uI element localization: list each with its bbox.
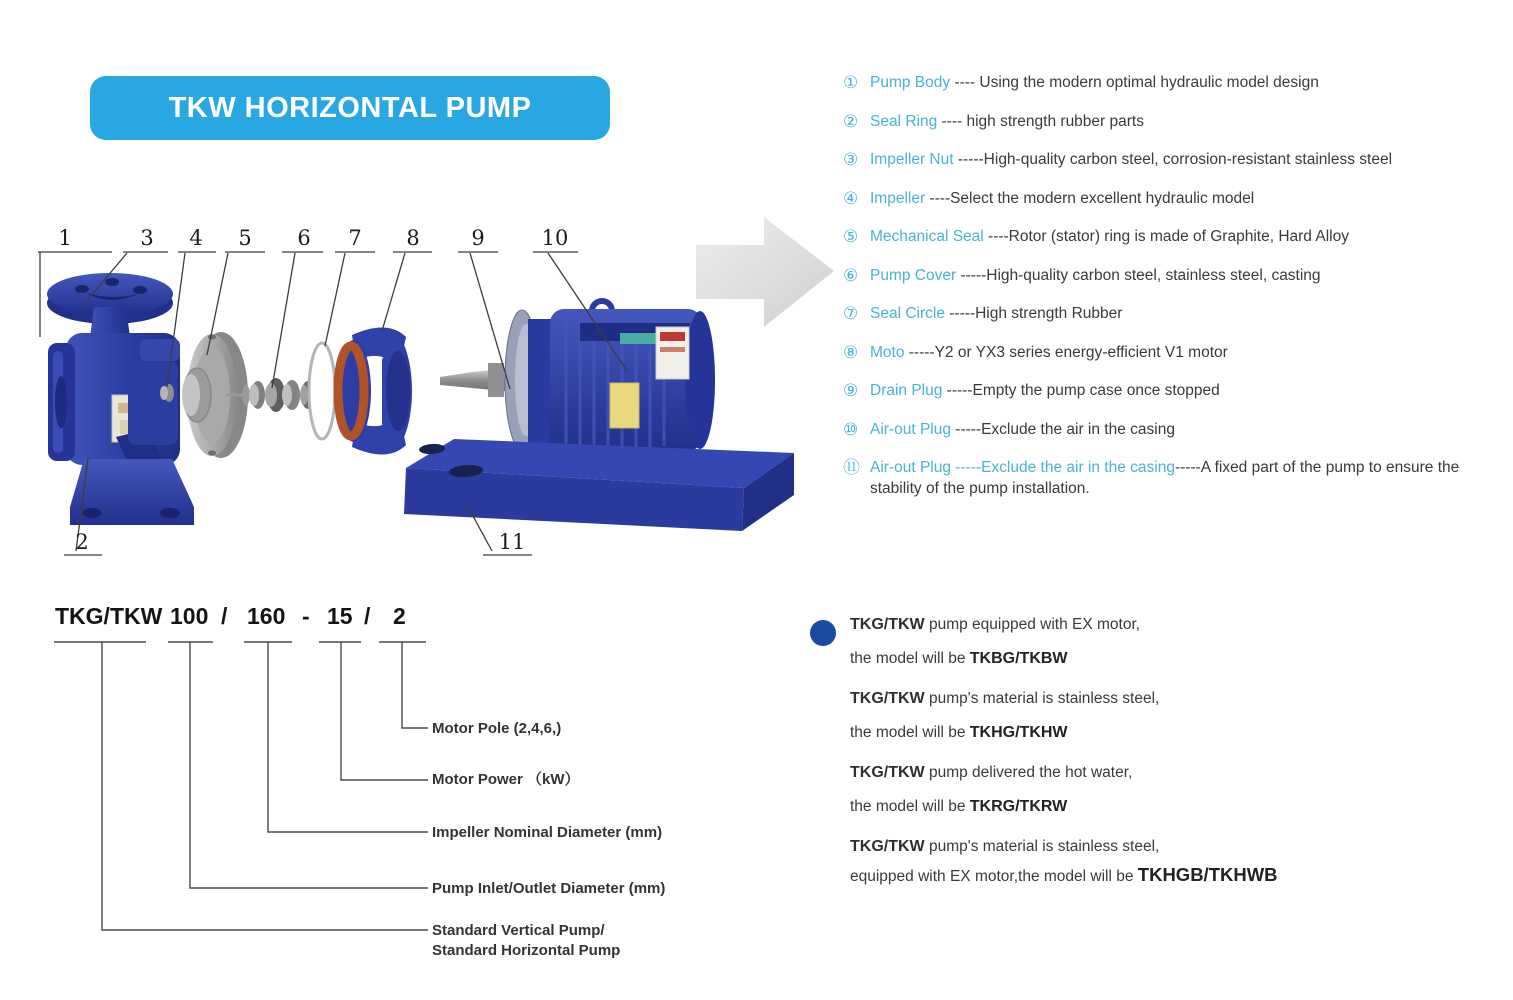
circled-number-icon: ①	[843, 73, 859, 92]
model-impeller: 160	[247, 603, 286, 629]
circled-number-icon: ⑩	[843, 419, 859, 439]
pump-exploded-diagram	[20, 215, 850, 575]
circled-number-icon: ⑥	[843, 265, 859, 285]
model-power: 15	[327, 603, 353, 629]
label-motor-pole: Motor Pole (2,4,6,)	[432, 720, 562, 737]
note-stainless-ex: TKG/TKW pump's material is stainless steel, equipped with EX motor,the model will be TKHGB/TKHWB	[850, 838, 1278, 885]
circled-number-icon: ⑦	[843, 304, 859, 323]
circled-number-icon: ⑧	[843, 342, 859, 362]
bullet-circle-icon	[810, 620, 836, 646]
callout-9: 9	[471, 226, 485, 250]
circled-number-icon: ⑨	[843, 381, 859, 400]
callout-6: 6	[297, 226, 311, 250]
page-title: TKW HORIZONTAL PUMP	[168, 91, 532, 124]
circled-number-icon: ⑪	[843, 458, 860, 477]
note-stainless: TKG/TKW pump's material is stainless steel, the model will be TKHG/TKHW	[850, 690, 1160, 741]
title-banner	[90, 76, 610, 140]
model-separator-2: -	[302, 603, 310, 629]
motor-illustration	[440, 301, 715, 459]
note-ex-motor: TKG/TKW pump equipped with EX motor, the model will be TKBG/TKBW	[850, 616, 1141, 667]
label-impeller-diameter: Impeller Nominal Diameter (mm)	[432, 824, 663, 841]
part-item-2: ② Seal Ring ---- high strength rubber parts	[843, 111, 1144, 131]
part-item-11: ⑪ Air-out Plug -----Exclude the air in the casing-----A fixed part of the pump to ensure the stability of the pump installation.	[843, 458, 1460, 497]
part-item-5: ⑤ Mechanical Seal ----Rotor (stator) ring is made of Graphite, Hard Alloy	[843, 227, 1349, 246]
model-separator-1: /	[221, 603, 228, 629]
part-item-3: ③ Impeller Nut -----High-quality carbon steel, corrosion-resistant stainless steel	[843, 150, 1393, 169]
label-motor-power: Motor Power （kW）	[432, 771, 580, 788]
part-item-10: ⑩ Air-out Plug -----Exclude the air in the casing	[843, 419, 1175, 439]
part-item-7: ⑦ Seal Circle -----High strength Rubber	[843, 304, 1123, 323]
callout-3: 3	[140, 226, 154, 250]
model-separator-3: /	[364, 603, 371, 629]
part-item-6: ⑥ Pump Cover -----High-quality carbon steel, stainless steel, casting	[843, 265, 1321, 285]
callout-8: 8	[406, 226, 420, 250]
note-hot-water: TKG/TKW pump delivered the hot water, the model will be TKRG/TKRW	[850, 764, 1133, 815]
part-item-9: ⑨ Drain Plug -----Empty the pump case once stopped	[843, 381, 1220, 400]
callout-7: 7	[348, 226, 362, 250]
part-item-4: ④ Impeller ----Select the modern excellent hydraulic model	[843, 188, 1255, 208]
model-inlet: 100	[170, 603, 209, 629]
circled-number-icon: ⑤	[843, 227, 859, 246]
circled-number-icon: ②	[843, 111, 859, 131]
model-pole: 2	[393, 603, 406, 629]
callout-10: 10	[541, 226, 569, 250]
part-item-8: ⑧ Moto -----Y2 or YX3 series energy-efficient V1 motor	[843, 342, 1228, 362]
callout-4: 4	[189, 226, 203, 250]
circled-number-icon: ④	[843, 188, 859, 208]
parts-list	[843, 72, 1498, 499]
callout-1: 1	[58, 226, 72, 250]
pump-cover-illustration	[337, 327, 412, 454]
pump-body-illustration	[47, 273, 194, 525]
label-pump-type	[432, 921, 620, 961]
callout-2: 2	[75, 530, 89, 554]
base-illustration	[404, 439, 794, 531]
model-notes	[810, 616, 1470, 908]
callout-11: 11	[498, 530, 526, 554]
arrow-right-icon	[696, 217, 834, 327]
circled-number-icon: ③	[843, 150, 859, 169]
label-pump-type-line2: Standard Horizontal Pump	[432, 942, 621, 959]
callout-5: 5	[238, 226, 252, 250]
model-series: TKG/TKW	[55, 603, 163, 629]
label-inlet-outlet-diameter: Pump Inlet/Outlet Diameter (mm)	[432, 880, 666, 897]
label-pump-type-line1: Standard Vertical Pump/	[432, 922, 605, 939]
seal-circle-illustration	[309, 343, 335, 439]
part-item-1: ① Pump Body ---- Using the modern optimal hydraulic model design	[843, 73, 1319, 92]
